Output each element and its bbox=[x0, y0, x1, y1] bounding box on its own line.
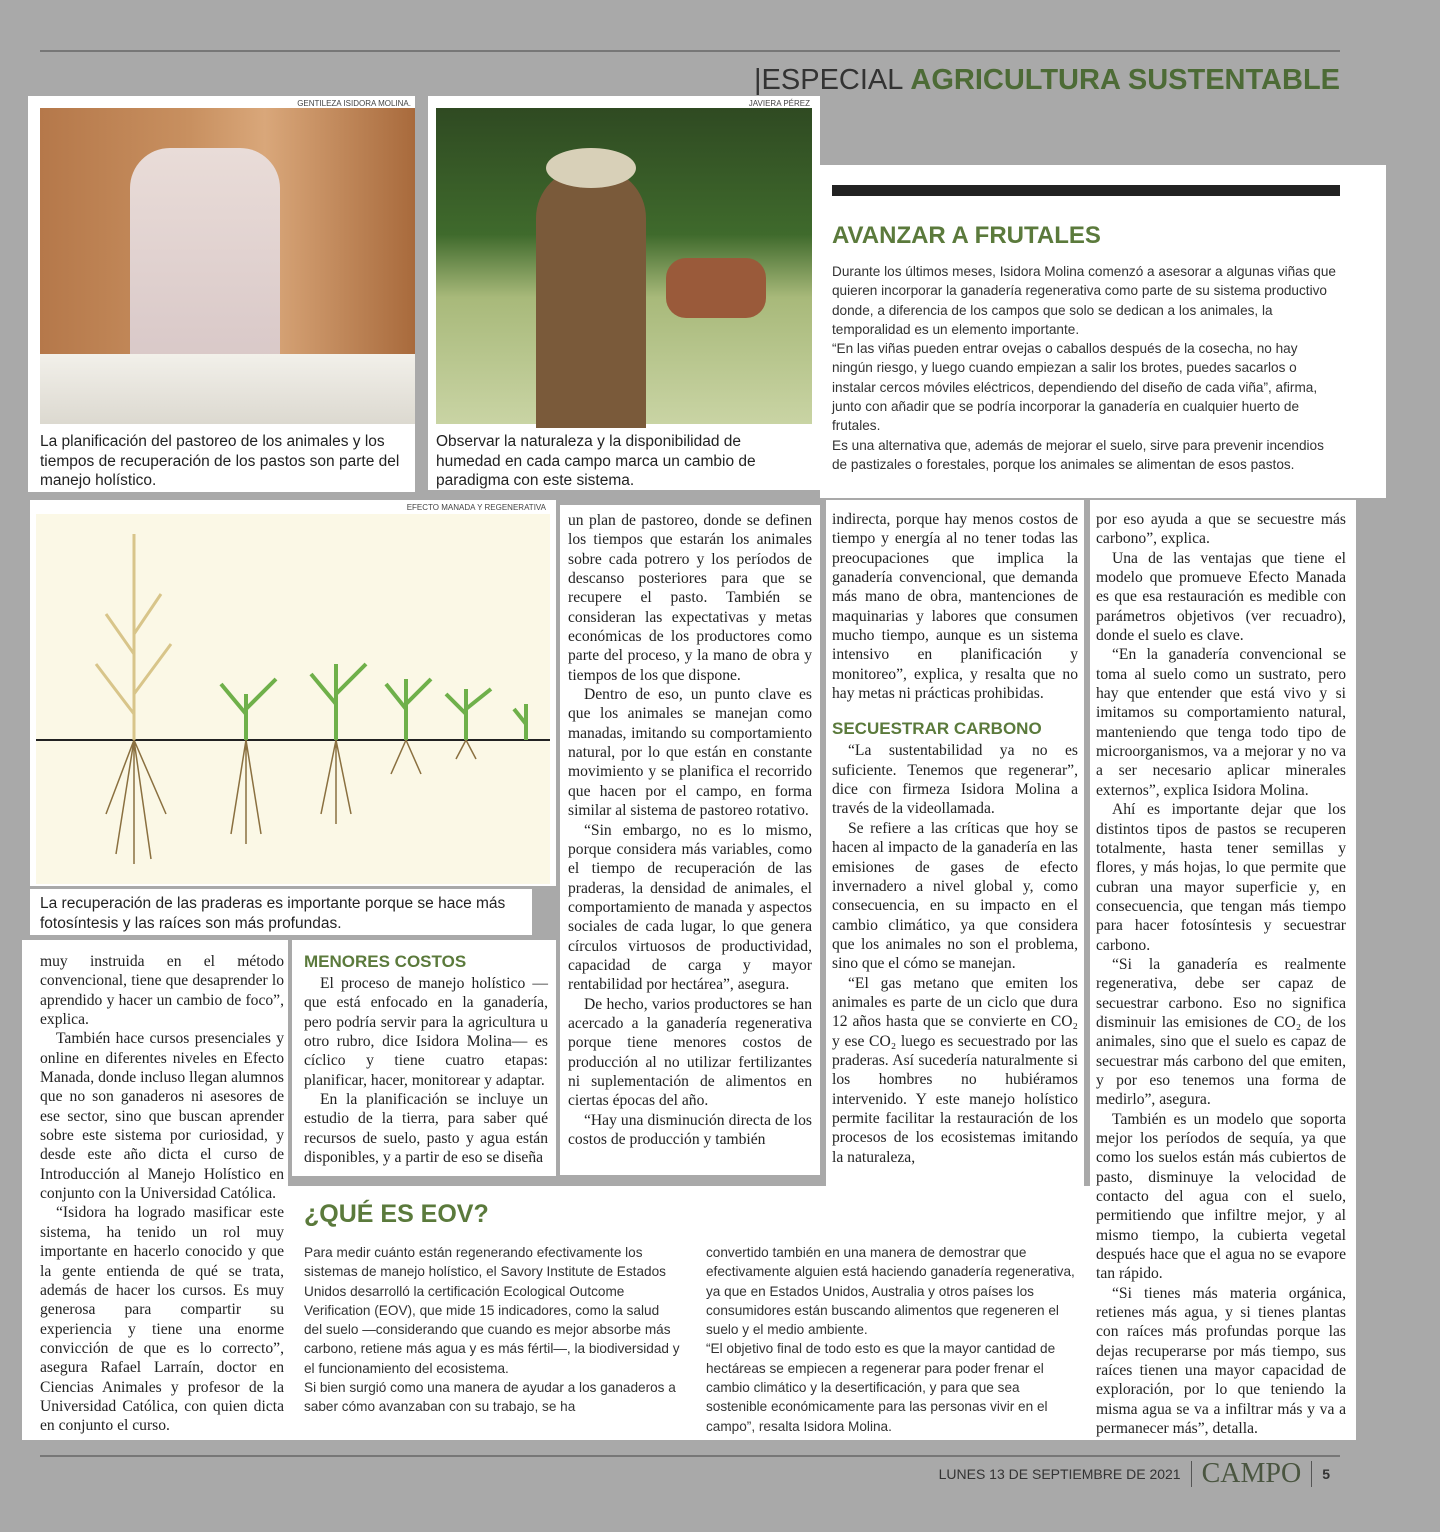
paragraph: “En las viñas pueden entrar ovejas o caballos después de la cosecha, no hay ningún riesgo, y luego cuando empiezan a salir los brotes, puedes sacarlos o instalar cercos móviles eléctricos, dependiendo del diseño de cada viña”, afirma, junto con añadir que se podría incorporar la ganadería en cualquier huerto de frutales. bbox=[832, 341, 1318, 434]
section-header: |ESPECIAL AGRICULTURA SUSTENTABLE bbox=[754, 64, 1340, 96]
paragraph: “Hay una disminución directa de los costos de producción y también bbox=[568, 1111, 812, 1148]
paragraph: “El objetivo final de todo esto es que la mayor cantidad de hectáreas se empiecen a regenerar para poder frenar el cambio climático y la desertificación, y para que sea sostenible económicamente para las personas vivir en el campo”, resalta Isidora Molina. bbox=[706, 1341, 1056, 1434]
column-a bbox=[22, 940, 288, 1440]
paragraph: “Isidora ha logrado masificar este sistema, ha tenido un rol muy importante en hacerlo conocido y que la gente entienda de qué se trata, además de hacer los cursos. Es muy generosa para compartir su experiencia y tiene una enorme convicción de que es lo correcto”, asegura Rafael Larraín, doctor en Ciencias Animales y profesor de la Universidad Católica, con quien dicta en conjunto el curso. bbox=[40, 1204, 284, 1435]
paragraph: por eso ayuda a que se secuestre más carbono”, explica. bbox=[1096, 511, 1346, 548]
paragraph: “La sustentabilidad ya no es suficiente. Tenemos que regenerar”, dice con firmeza Isidora Molina a través de la videollamada. bbox=[832, 742, 1078, 818]
photo-credit: JAVIERA PÉREZ bbox=[748, 99, 810, 108]
column-c bbox=[560, 505, 820, 1175]
paragraph: De hecho, varios productores se han acercado a la ganadería regenerativa porque tiene menores costos de producción al no utilizar fertilizantes ni suplementación de alimentos en ciertas épocas del año. bbox=[568, 995, 812, 1110]
paragraph: Se refiere a las críticas que hoy se hacen al impacto de la ganadería en las emisiones de gases de efecto invernadero a nivel global y, como consecuencia, en su impacto en el cambio climático, ya que considera que los animales no son el problema, sino que el cómo se manejan. bbox=[832, 819, 1078, 973]
paragraph: “En la ganadería convencional se toma al suelo como un sustrato, pero hay que entender que está vivo y si imitamos su comportamiento natural, manteniendo que tenga todo tipo de microorganismos, va a mejorar y no va a ser necesario aplicar minerales externos”, explica Isidora Molina. bbox=[1096, 646, 1346, 799]
section-prefix: ESPECIAL bbox=[761, 64, 903, 96]
illustration-box bbox=[30, 500, 556, 886]
paragraph: Dentro de eso, un punto clave es que los animales se manejan como manadas, imitando su comportamiento natural, por lo que están en constante movimiento y se planifica el recorrido que hacen por el campo, en forma similar al sistema de pastoreo rotativo. bbox=[568, 686, 812, 820]
frutales-box bbox=[820, 165, 1386, 498]
paragraph: También es un modelo que soporta mejor los períodos de sequía, ya que como los suelos están más cubiertos de pasto, disminuye la velocidad de contacto del agua con el suelo, permitiendo que infiltre mejor, y al mismo tiempo, la cubierta vegetal después hace que el agua no se evapore tan rápido. bbox=[1096, 1110, 1346, 1283]
box-bar bbox=[832, 185, 1340, 196]
paragraph: convertido también en una manera de demostrar que efectivamente alguien está haciendo ganadería regenerativa, ya que en Estados Unidos, Australia y otros países los consumidores están buscando alimentos que regeneren el suelo y el medio ambiente. bbox=[706, 1245, 1075, 1338]
eov-title: ¿QUÉ ES EOV? bbox=[304, 1200, 489, 1228]
paragraph: “Sin embargo, no es lo mismo, porque considera más variables, como el tiempo de recuperación de las praderas, la densidad de animales, el comportamiento de manada y aspectos sociales de cada lugar, lo que genera círculos virtuosos de productividad, capacidad de carga y mayor rentabilidad por hectárea”, asegura. bbox=[568, 821, 812, 994]
eov-right-column bbox=[706, 1243, 1076, 1436]
eov-left-column bbox=[304, 1243, 680, 1436]
paragraph: Durante los últimos meses, Isidora Molina comenzó a asesorar a algunas viñas que quieren incorporar la ganadería regenerativa como parte de su sistema productivo donde, a diferencia de los campos que solo se dedican a los animales, la temporalidad es un elemento importante. bbox=[832, 264, 1336, 337]
subheading: MENORES COSTOS bbox=[304, 952, 467, 971]
eov-box bbox=[288, 1186, 1090, 1440]
issue-date: LUNES 13 DE SEPTIEMBRE DE 2021 bbox=[938, 1466, 1181, 1482]
paragraph: En la planificación se incluye un estudio de la tierra, para saber qué recursos de suelo, pasto y agua están disponibles, y a partir de eso se diseña bbox=[304, 1091, 548, 1167]
paragraph: El proceso de manejo holístico —que está enfocado en la ganadería, pero podría servir para la agricultura u otro rubro, dice Isidora Molina— es cíclico y tiene cuatro etapas: planificar, hacer, monitorear y adaptar. bbox=[304, 975, 548, 1089]
paragraph: “Si tienes más materia orgánica, retienes más agua, y si tienes plantas con raíces más profundas porque las dejas recuperarse por más tiempo, sus raíces tienen una mayor capacidad de exploración, por lo que teniendo la misma agua se va a infiltrar más y va a permanecer más”, detalla. bbox=[1096, 1284, 1346, 1438]
paragraph: “El gas metano que emiten los animales es parte de un ciclo que dura 12 años hasta que se convierte en CO₂ y ese CO₂ luego es secuestrado por las praderas. Así sucedería naturalmente si los hombres no hubiéramos intervenido. Y este manejo holístico permite facilitar la restauración de los procesos de los ecosistemas imitando la naturaleza, bbox=[832, 974, 1078, 1166]
column-e bbox=[1090, 500, 1356, 1440]
paragraph: un plan de pastoreo, donde se definen los tiempos que estarán los animales sobre cada potrero y los períodos de descanso posteriores para que se recupere el pasto. También se consideran las expectativas y metas económicas de los productores como parte del proceso, y la mano de obra y tiempos de los que dispone. bbox=[568, 512, 812, 684]
column-d bbox=[826, 500, 1084, 1186]
column-b bbox=[292, 940, 556, 1176]
section-title: AGRICULTURA SUSTENTABLE bbox=[910, 64, 1340, 96]
paragraph: Una de las ventajas que tiene el modelo que promueve Efecto Manada es que esa restauración es medible con parámetros objetivos (ver recuadro), donde el suelo es clave. bbox=[1096, 549, 1346, 645]
photo-woman-planning bbox=[40, 108, 415, 424]
illustration-credit: EFECTO MANADA Y REGENERATIVA bbox=[406, 503, 546, 512]
page-number: 5 bbox=[1322, 1466, 1330, 1482]
subheading: SECUESTRAR CARBONO bbox=[832, 719, 1042, 739]
photo1-box bbox=[28, 96, 415, 492]
paragraph: Es una alternativa que, además de mejorar el suelo, sirve para prevenir incendios de pastizales o forestales, porque los animales se alimentan de esos pastos. bbox=[832, 437, 1324, 472]
paragraph: Si bien surgió como una manera de ayudar a los ganaderos a saber cómo avanzaban con su trabajo, se ha bbox=[304, 1380, 676, 1415]
top-rule bbox=[40, 50, 1340, 52]
grass-recovery-illustration bbox=[36, 514, 550, 884]
photo2-box bbox=[428, 96, 820, 490]
paragraph: Ahí es importante dejar que los distintos tipos de pastos se recuperen totalmente, hasta tener semillas y flores, y más hojas, lo que permite que cubran una mayor superficie y, en consecuencia, que tengan más tiempo para hacer fotosíntesis y secuestrar carbono. bbox=[1096, 801, 1346, 954]
publication-name: CAMPO bbox=[1201, 1458, 1302, 1489]
footer bbox=[939, 1458, 1330, 1490]
frutales-title: AVANZAR A FRUTALES bbox=[832, 222, 1101, 249]
bottom-rule bbox=[40, 1455, 1340, 1457]
photo-caption: Observar la naturaleza y la disponibilidad de humedad en cada campo marca un cambio de paradigma con este sistema. bbox=[436, 433, 756, 489]
photo-credit: GENTILEZA ISIDORA MOLINA. bbox=[297, 99, 411, 108]
photo-caption: La planificación del pastoreo de los animales y los tiempos de recuperación de los pastos son parte del manejo holístico. bbox=[40, 433, 400, 489]
paragraph: muy instruida en el método convencional, tiene que desaprender lo aprendido y hacer un cambio de foco”, explica. bbox=[40, 953, 284, 1029]
paragraph: Para medir cuánto están regenerando efectivamente los sistemas de manejo holístico, el Savory Institute de Estados Unidos desarrolló la certificación Ecological Outcome Verification (EOV), que mide 15 indicadores, como la salud del suelo —considerando que cuando es mejor absorbe más carbono, retiene más agua y es más fértil—, la biodiversidad y el funcionamiento del ecosistema. bbox=[304, 1245, 680, 1376]
paragraph: También hace cursos presenciales y online en diferentes niveles en Efecto Manada, donde incluso llegan alumnos que no son ganaderos ni asesores de ese sector, sino que buscan aprender sobre este sistema por curiosidad, y desde este año dicta el curso de Introducción al Manejo Holístico en conjunto con la Universidad Católica. bbox=[40, 1030, 284, 1203]
photo-woman-cattle bbox=[436, 108, 812, 424]
paragraph: indirecta, porque hay menos costos de tiempo y energía al no tener todas las preocupaciones que implica la ganadería convencional, que demanda más mano de obra, mantenciones de maquinarias y labores que consumen mucho tiempo, aunque es un sistema intensivo en planificación y monitoreo”, explica, y resalta que no hay metas ni prácticas prohibidas. bbox=[832, 511, 1078, 703]
illustration-caption: La recuperación de las praderas es importante porque se hace más fotosíntesis y las raíces son más profundas. bbox=[30, 889, 532, 935]
paragraph: “Si la ganadería es realmente regenerativa, debe ser capaz de secuestrar carbono. Eso no significa disminuir las emisiones de CO₂ de los animales, sino que el suelo es capaz de secuestrar más carbono del que emiten, y por eso tenemos una forma de medirlo”, asegura. bbox=[1096, 955, 1346, 1109]
